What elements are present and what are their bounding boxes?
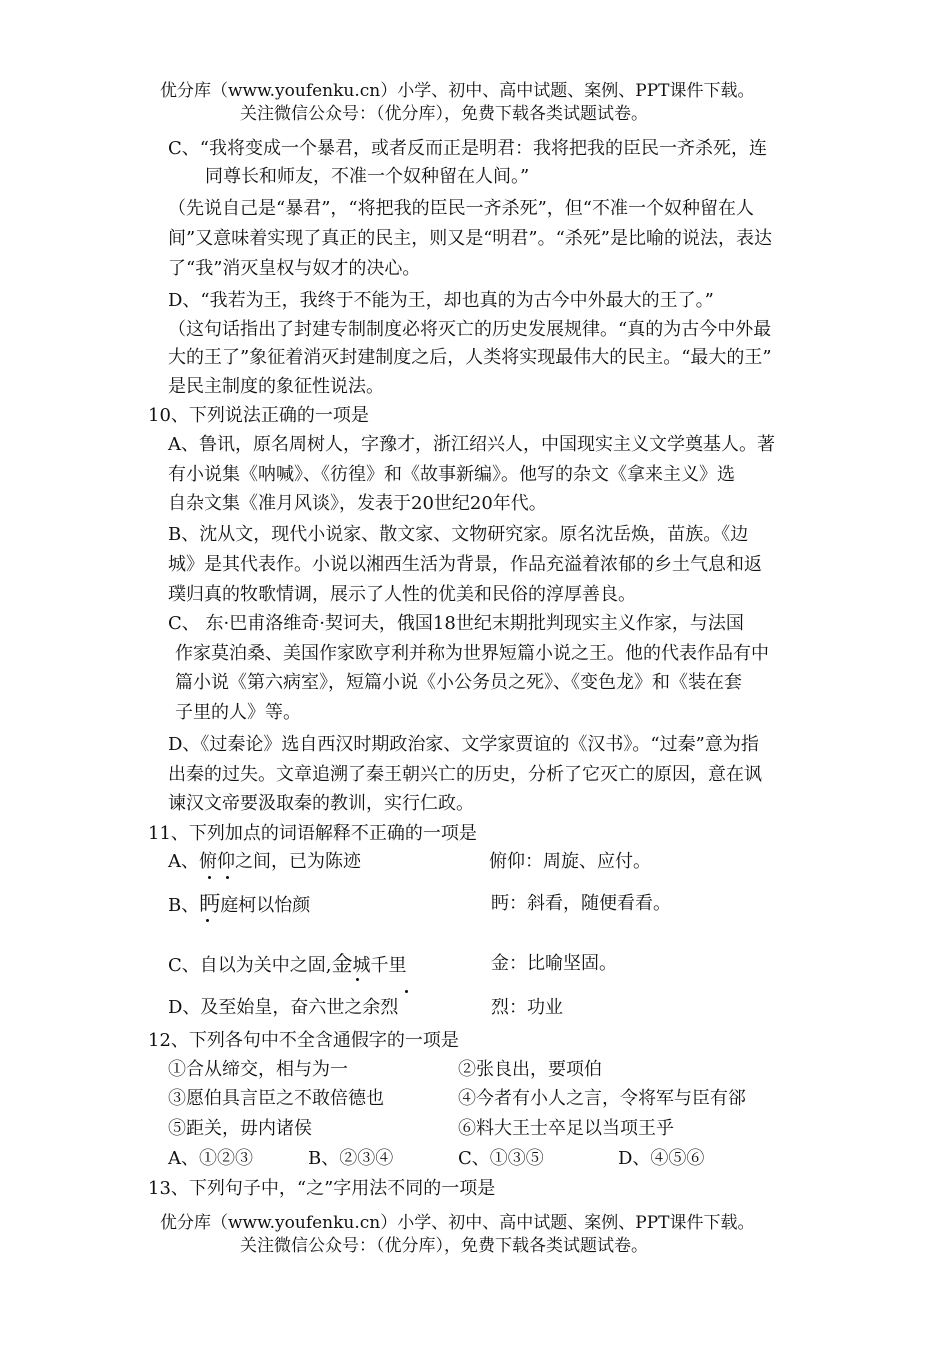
q10-option-b-line-1: B、沈从文，现代小说家、散文家、文物研究家。原名沈岳焕，苗族。《边 [168,524,749,545]
emphasis-dot [405,990,408,993]
q12-stem: 12、下列各句中不全含通假字的一项是 [148,1030,459,1051]
q12-sentence-5: ⑤距关，毋内诸侯 [168,1118,312,1139]
q10-option-c-line-2: 作家莫泊桑、美国作家欧亨利并称为世界短篇小说之王。他的代表作品有中 [175,643,769,664]
q12-option-a: A、①②③ [168,1148,253,1169]
q11-b-dotted-char: 眄 [199,892,221,916]
q11-option-d: D、及至始皇，奋六世之余烈 [168,997,399,1018]
q9-c-note-line-2: 间”又意味着实现了真正的民主，则又是“明君”。“杀死”是比喻的说法，表达 [168,228,773,249]
q12-sentence-1: ①合从缔交，相与为一 [168,1059,348,1080]
q10-option-a-line-3: 自杂文集《准月风谈》，发表于20世纪20年代。 [168,493,547,514]
q11-b-rest: 庭柯以怡颜 [220,895,311,916]
header-line-1: 优分库（www.youfenku.cn）小学、初中、高中试题、案例、PPT课件下载。 [160,81,755,101]
q10-option-c-line-1: C、 东·巴甫洛维奇·契诃夫，俄国18世纪末期批判现实主义作家，与法国 [168,613,744,634]
q9-c-note-line-3: 了“我”消灭皇权与奴才的决心。 [168,258,421,279]
q12-option-d: D、④⑤⑥ [618,1148,705,1169]
q9-option-c-line-1: C、“我将变成一个暴君，或者反而正是明君：我将把我的臣民一齐杀死，连 [168,138,767,159]
q10-option-a-line-1: A、鲁讯，原名周树人，字豫才，浙江绍兴人，中国现实主义文学奠基人。著 [168,434,775,455]
q9-option-d: D、“我若为王，我终于不能为王，却也真的为古今中外最大的王了。” [168,290,714,311]
q10-stem: 10、下列说法正确的一项是 [148,405,369,426]
q11-option-b-explanation: 眄：斜看，随便看看。 [491,893,671,914]
q10-option-c-line-3: 篇小说《第六病室》，短篇小说《小公务员之死》、《变色龙》和《装在套 [175,672,742,693]
q11-b-prefix: B、 [168,895,200,916]
emphasis-dot [206,919,209,922]
q11-c-rest: 城千里 [352,955,407,976]
emphasis-dot [226,876,229,879]
q9-d-note-line-3: 是民主制度的象征性说法。 [168,376,384,397]
q11-option-d-explanation: 烈：功业 [491,997,563,1018]
q10-option-b-line-3: 璞归真的牧歌情调，展示了人性的优美和民俗的淳厚善良。 [168,584,636,605]
footer-line-1: 优分库（www.youfenku.cn）小学、初中、高中试题、案例、PPT课件下载。 [160,1213,755,1233]
q9-c-note-line-1: （先说自己是“暴君”，“将把我的臣民一齐杀死”，但“不准一个奴种留在人 [168,198,755,219]
q11-option-c [168,952,407,978]
q10-option-b-line-2: 城》是其代表作。小说以湘西生活为背景，作品充溢着浓郁的乡土气息和返 [168,554,762,575]
q9-option-c-line-2: 同尊长和师友，不准一个奴种留在人间。” [205,166,530,187]
q11-option-a-explanation: 俯仰：周旋、应付。 [489,851,651,872]
q10-option-a-line-2: 有小说集《呐喊》、《彷徨》和《故事新编》。他写的杂文《拿来主义》选 [168,464,735,485]
q11-stem: 11、下列加点的词语解释不正确的一项是 [148,823,477,844]
emphasis-dot [208,876,211,879]
q10-option-d-line-3: 谏汉文帝要汲取秦的教训，实行仁政。 [168,793,474,814]
emphasis-dot [356,978,359,981]
q12-sentence-6: ⑥料大王士卒足以当项王乎 [458,1118,674,1139]
q12-option-b: B、②③④ [308,1148,394,1169]
footer-line-2: 关注微信公众号：（优分库），免费下载各类试题试卷。 [240,1236,648,1256]
q11-option-a: A、俯仰之间，已为陈迹 [168,851,361,872]
q12-sentence-3: ③愿伯具言臣之不敢倍德也 [168,1088,384,1109]
q11-option-c-explanation: 金：比喻坚固。 [491,953,617,974]
q11-c-prefix: C、自以为关中之固, [168,955,332,976]
q10-option-d-line-2: 出秦的过失。文章追溯了秦王朝兴亡的历史，分析了它灭亡的原因，意在讽 [168,764,762,785]
q12-sentence-2: ②张良出，要项伯 [458,1059,602,1080]
header-line-2: 关注微信公众号：（优分库），免费下载各类试题试卷。 [240,104,648,124]
q12-option-c: C、①③⑤ [458,1148,544,1169]
q11-c-dotted-char: 金 [331,952,353,976]
q10-option-d-line-1: D、《过秦论》选自西汉时期政治家、文学家贾谊的《汉书》。“过秦”意为指 [168,734,759,755]
q13-stem: 13、下列句子中，“之”字用法不同的一项是 [148,1178,496,1199]
q9-d-note-line-1: （这句话指出了封建专制制度必将灭亡的历史发展规律。“真的为古今中外最 [168,319,772,340]
q11-option-b [168,892,310,918]
q10-option-c-line-4: 子里的人》等。 [175,702,301,723]
q12-sentence-4: ④今者有小人之言，令将军与臣有郤 [458,1088,746,1109]
q9-d-note-line-2: 大的王了”象征着消灭封建制度之后，人类将实现最伟大的民主。“最大的王” [168,347,772,368]
